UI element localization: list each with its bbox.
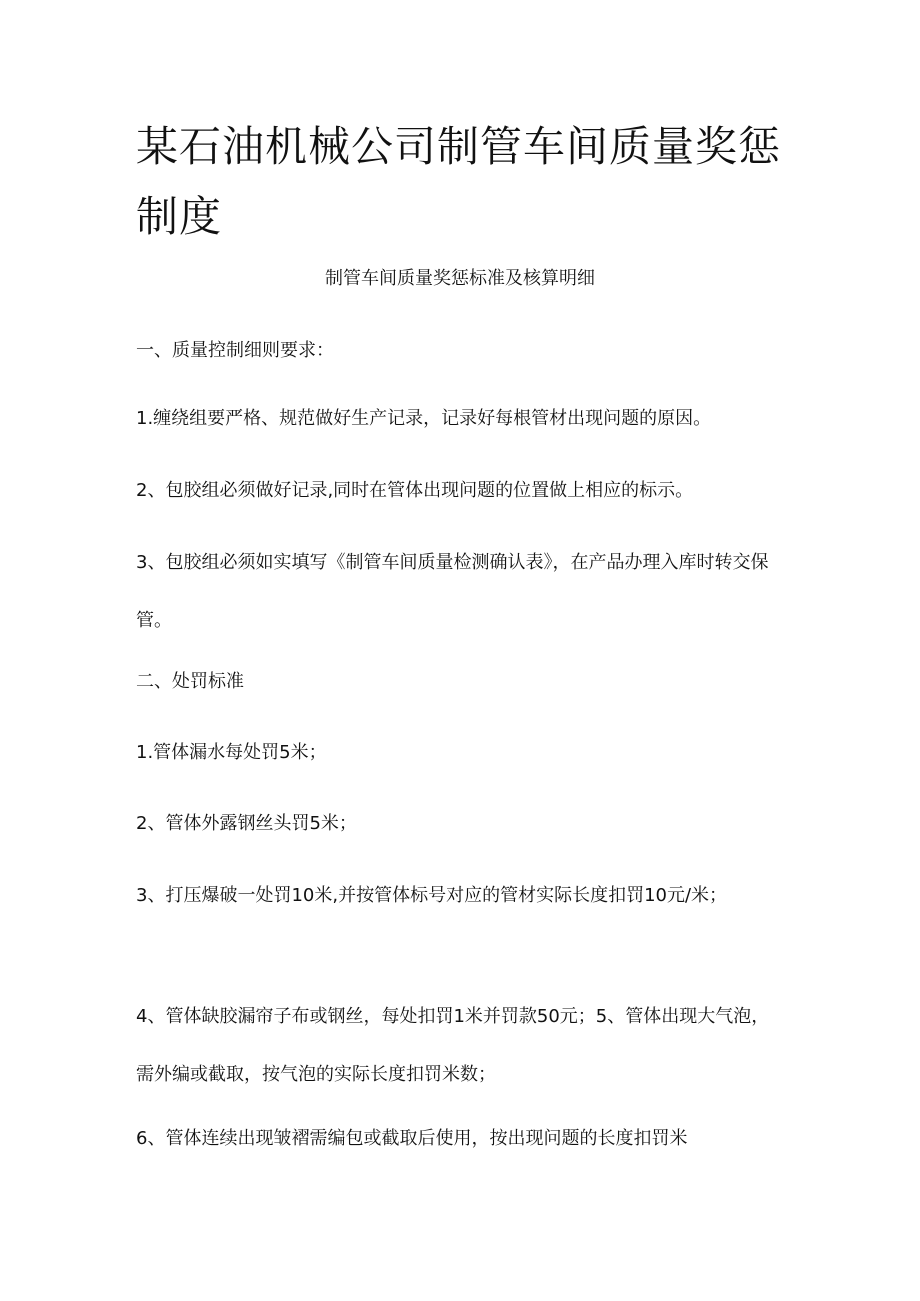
section2-item-4: 4、管体缺胶漏帘子布或钢丝，每处扣罚1米并罚款50元；5、管体出现大气泡，需外编或截取，按气泡的实际长度扣罚米数； — [136, 1006, 770, 1085]
section1-item-1: 1.缠绕组要严格、规范做好生产记录，记录好每根管材出现问题的原因。 — [136, 408, 712, 429]
section1-item-2: 2、包胶组必须做好记录,同时在管体出现问题的位置做上相应的标示。 — [136, 480, 694, 501]
document-title: 某石油机械公司制管车间质量奖惩制度 — [136, 122, 782, 241]
document-subtitle: 制管车间质量奖惩标准及核算明细 — [325, 268, 595, 289]
section2-item-2: 2、管体外露钢丝头罚5米； — [136, 813, 357, 834]
section2-heading: 二、处罚标准 — [136, 671, 244, 692]
section1-item-3: 3、包胶组必须如实填写《制管车间质量检测确认表》，在产品办理入库时转交保管。 — [136, 552, 769, 631]
section2-item-3: 3、打压爆破一处罚10米,并按管体标号对应的管材实际长度扣罚10元/米； — [136, 885, 728, 906]
section2-item-6: 6、管体连续出现皱褶需编包或截取后使用，按出现问题的长度扣罚米 — [136, 1128, 688, 1149]
section2-item-1: 1.管体漏水每处罚5米； — [136, 742, 327, 763]
section1-heading: 一、质量控制细则要求： — [136, 340, 334, 361]
